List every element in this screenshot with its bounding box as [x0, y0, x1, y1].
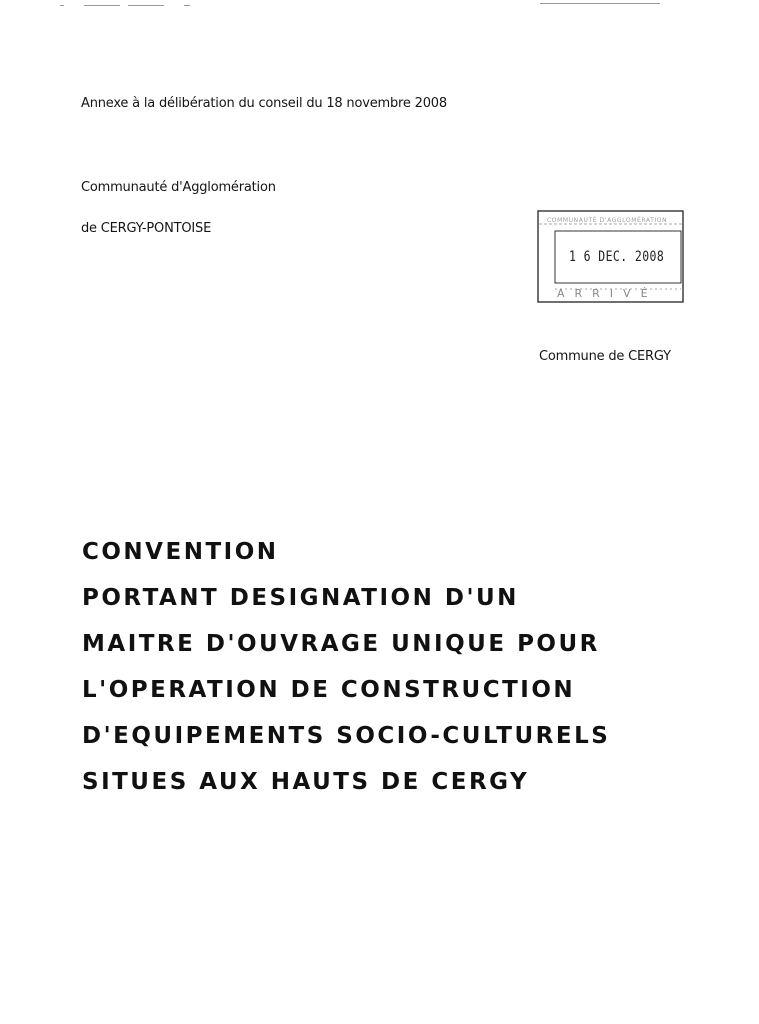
scan-mark — [540, 3, 660, 4]
annexe-line: Annexe à la délibération du conseil du 18 novembre 2008 — [81, 96, 447, 111]
organisation-name: Communauté d'Agglomération — [81, 180, 276, 195]
organisation-location: de CERGY-PONTOISE — [81, 221, 212, 236]
title-line: PORTANT DESIGNATION D'UN — [82, 585, 519, 611]
document-title — [82, 536, 610, 812]
stamp-date: 1 6 DEC. 2008 — [569, 249, 665, 265]
title-line: SITUES AUX HAUTS DE CERGY — [82, 769, 530, 795]
stamp-arrival-label: ARRIVÉ — [557, 287, 658, 300]
title-line: D'EQUIPEMENTS SOCIO-CULTURELS — [82, 723, 611, 749]
scan-mark — [184, 5, 190, 6]
scan-mark — [60, 5, 64, 6]
title-line: MAITRE D'OUVRAGE UNIQUE POUR — [82, 631, 600, 657]
scan-mark — [84, 5, 120, 6]
commune-name: Commune de CERGY — [539, 349, 671, 364]
received-stamp — [537, 209, 685, 305]
stamp-organisation: COMMUNAUTÉ D'AGGLOMÉRATION — [547, 217, 668, 224]
scan-mark — [128, 5, 164, 6]
scan-artifacts — [0, 0, 759, 14]
title-line: L'OPERATION DE CONSTRUCTION — [82, 677, 576, 703]
title-line: CONVENTION — [82, 539, 279, 565]
